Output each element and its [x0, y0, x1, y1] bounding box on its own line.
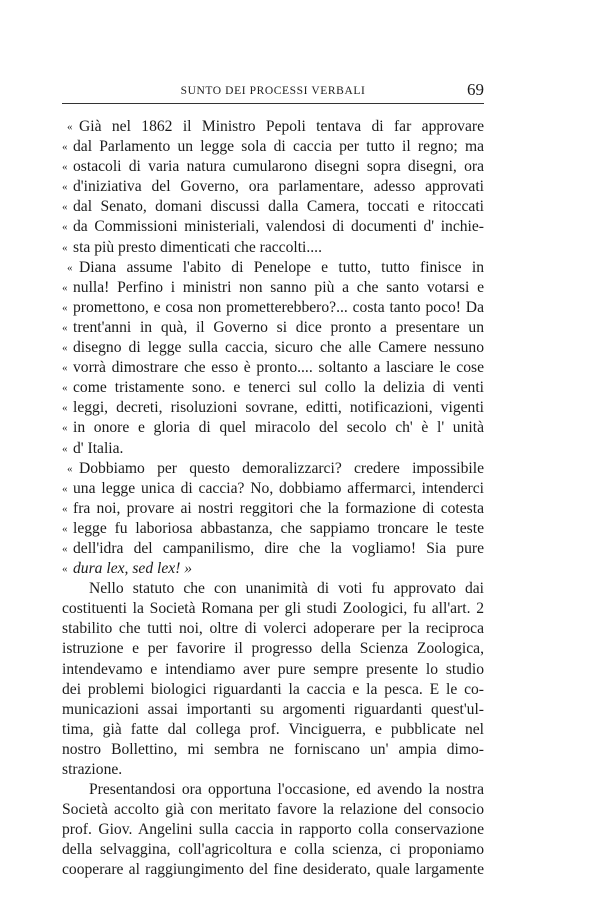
page-number: 69 [467, 80, 484, 99]
line-text: da Commissioni ministeriali, valendosi di documenti d' inchie- [73, 218, 484, 236]
text-line [62, 680, 484, 700]
body-text [62, 117, 484, 881]
text-line [62, 599, 484, 619]
text-line [62, 238, 484, 258]
line-text: tima, già fatte dal collega prof. Vinciguerra, e pubblicate nel [62, 720, 484, 738]
line-text: fra noi, provare ai nostri reggitori che la formazione di cotesta [73, 499, 484, 517]
page-header [62, 80, 484, 102]
quote-mark: « [62, 221, 68, 234]
quote-mark: « [62, 442, 68, 455]
line-text: sta più presto dimenticati che raccolti.... [73, 238, 322, 256]
quote-mark: « [67, 462, 73, 475]
text-line [62, 398, 484, 418]
line-text: dell'idra del campanilismo, dire che la vogliamo! Sia pure [73, 539, 484, 557]
text-line [62, 780, 484, 800]
quote-mark: « [67, 261, 73, 274]
line-text: prof. Giov. Angelini sulla caccia in rapporto colla conservazione [62, 821, 484, 839]
text-line [62, 338, 484, 358]
line-text: strazione. [62, 761, 123, 778]
line-text: nostro Bollettino, mi sembra ne forniscano un' ampia dimo- [62, 740, 484, 758]
quote-mark: « [62, 181, 68, 194]
text-line [62, 418, 484, 438]
text-line [62, 358, 484, 378]
text-line [62, 840, 484, 860]
line-text: Dobbiamo per questo demoralizzarci? credere impossibile [79, 459, 484, 477]
quote-mark: « [62, 321, 68, 334]
line-text: promettono, e cosa non prometterebbero?... costa tanto poco! Da [73, 298, 484, 316]
text-line [62, 157, 484, 177]
header-rule [62, 103, 484, 104]
quote-mark: « [67, 121, 73, 133]
text-line [62, 800, 484, 820]
line-text: Già nel 1862 il Ministro Pepoli tentava di far approvare [79, 118, 484, 135]
line-text: Presentandosi ora opportuna l'occasione, ed avendo la nostra [89, 781, 484, 799]
text-line [62, 559, 484, 579]
text-line [62, 860, 484, 880]
quote-mark: « [62, 201, 68, 214]
text-line [62, 137, 484, 157]
text-line [62, 298, 484, 318]
line-text: legge fu laboriosa abbastanza, che sappiamo troncare le teste [73, 519, 484, 537]
line-text: d' Italia. [73, 439, 124, 457]
line-text: ostacoli di varia natura cumularono disegni sopra disegni, ora [73, 158, 484, 176]
line-text: municazioni assai importanti su argomenti riguardanti quest'ul- [62, 700, 484, 718]
quote-mark: « [62, 141, 68, 154]
line-text: della selvaggina, coll'agricoltura e colla scienza, ci proponiamo [62, 841, 484, 859]
text-line [62, 740, 484, 760]
text-line [62, 459, 484, 479]
line-text: intendevamo e intendiamo aver pure sempre presente lo studio [62, 660, 484, 678]
line-text: Società accolto già con meritato favore la relazione del consocio [62, 801, 484, 819]
line-text: vorrà dimostrare che esso è pronto.... soltanto a lasciare le cose [73, 359, 484, 377]
line-text: una legge unica di caccia? No, dobbiamo affermarci, intenderci [73, 479, 484, 497]
text-line [62, 439, 484, 459]
line-text: costituenti la Società Romana per gli studi Zoologici, fu all'art. 2 [62, 600, 484, 618]
line-text: in onore e gloria di quel miracolo del secolo ch' è l' unità [73, 419, 484, 437]
quote-mark: « [62, 301, 68, 314]
text-line [62, 378, 484, 398]
line-text: Diana assume l'abito di Penelope e tutto, tutto finisce in [79, 258, 484, 276]
text-line [62, 660, 484, 680]
text-line [62, 499, 484, 519]
quote-mark: « [62, 382, 68, 395]
quote-mark: « [62, 482, 68, 495]
line-text: istruzione e per favorire il progresso della Scienza Zoologica, [62, 640, 484, 658]
text-line [62, 539, 484, 559]
quote-mark: « [62, 281, 68, 294]
text-line [62, 760, 484, 780]
text-line [62, 197, 484, 217]
text-line [62, 258, 484, 278]
quote-mark: « [62, 241, 68, 254]
line-text: cooperare al raggiungimento del fine desiderato, quale largamente [62, 861, 484, 879]
text-line [62, 619, 484, 639]
text-line [62, 579, 484, 599]
line-text: stabilito che tutti noi, oltre di volerci adoperare per la reciproca [62, 620, 484, 638]
line-text: leggi, decreti, risoluzioni sovrane, editti, notificazioni, vigenti [73, 399, 484, 417]
quote-mark: « [62, 563, 68, 576]
quote-mark: « [62, 522, 68, 535]
line-text: dei problemi biologici riguardanti la caccia e la pesca. E le co- [62, 680, 484, 698]
line-text: trent'anni in quà, il Governo si dice pronto a presentare un [73, 318, 484, 336]
text-line [62, 700, 484, 720]
text-line [62, 117, 484, 137]
quote-mark: « [62, 502, 68, 515]
quote-mark: « [62, 422, 68, 435]
line-text: come tristamente sono. e tenerci sul collo la delizia di venti [73, 379, 484, 397]
text-line [62, 217, 484, 237]
text-line [62, 479, 484, 499]
line-text: d'iniziativa del Governo, ora parlamentare, adesso approvati [73, 178, 484, 196]
quote-mark: « [62, 362, 68, 375]
text-line [62, 820, 484, 840]
quote-mark: « [62, 161, 68, 174]
line-text: dal Senato, domani discussi dalla Camera, toccati e ritoccati [73, 198, 484, 216]
quote-mark: « [62, 342, 68, 355]
text-line [62, 519, 484, 539]
text-line [62, 278, 484, 298]
text-line [62, 177, 484, 197]
text-line [62, 639, 484, 659]
text-line [62, 720, 484, 740]
line-text: disegno di legge sulla caccia, sicuro che alle Camere nessuno [73, 339, 484, 357]
quote-mark: « [62, 402, 68, 415]
line-text: Nello statuto che con unanimità di voti fu approvato dai [89, 580, 484, 598]
running-title: SUNTO DEI PROCESSI VERBALI [180, 85, 366, 97]
line-text: nulla! Perfino i ministri non sanno più a che santo votarsi e [73, 278, 484, 296]
text-line [62, 318, 484, 338]
quote-mark: « [62, 542, 68, 555]
line-text: dura lex, sed lex! » [73, 560, 193, 578]
line-text: dal Parlamento un legge sola di caccia per tutto il regno; ma [73, 138, 484, 156]
